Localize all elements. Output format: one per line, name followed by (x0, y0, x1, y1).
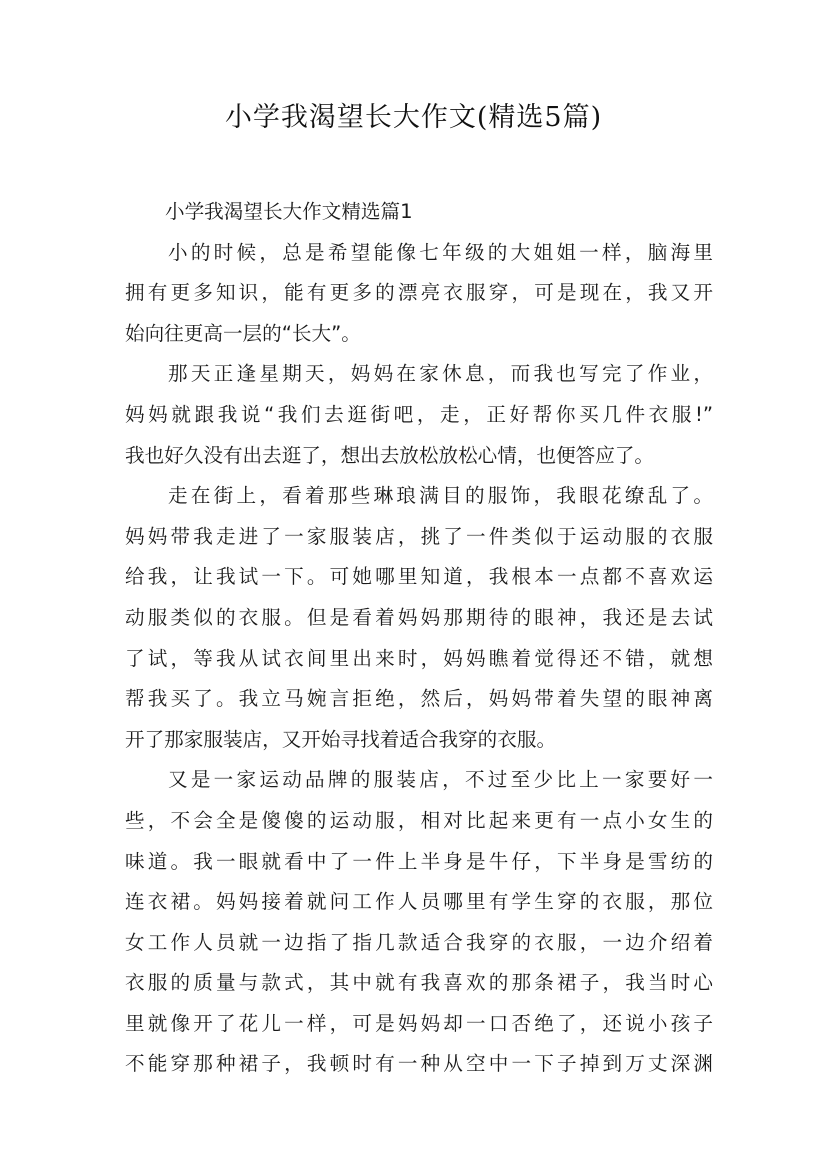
text-line: 小的时候，总是希望能像七年级的大姐姐一样，脑海里 (168, 240, 713, 264)
text-line: 衣服的质量与款式，其中就有我喜欢的那条裙子，我当时心 (125, 971, 713, 995)
text-line: 那天正逢星期天，妈妈在家休息，而我也写完了作业， (168, 362, 713, 386)
text-line: 走在街上，看着那些琳琅满目的服饰，我眼花缭乱了。 (168, 484, 713, 508)
text-line: 开了那家服装店，又开始寻找着适合我穿的衣服。 (125, 727, 557, 751)
text-line: 妈妈就跟我说“我们去逛街吧，走，正好帮你买几件衣服!” (125, 402, 713, 426)
document-body (125, 192, 713, 1085)
text-line: 女工作人员就一边指了指几款适合我穿的衣服，一边介绍着 (125, 930, 713, 954)
text-line: 了试，等我从试衣间里出来时，妈妈瞧着觉得还不错，就想 (125, 646, 713, 670)
text-line: 妈妈带我走进了一家服装店，挑了一件类似于运动服的衣服 (125, 524, 713, 548)
text-line: 我也好久没有出去逛了，想出去放松放松心情，也便答应了。 (125, 443, 655, 467)
text-line: 连衣裙。妈妈接着就问工作人员哪里有学生穿的衣服，那位 (125, 890, 713, 914)
text-line: 不能穿那种裙子，我顿时有一种从空中一下子掉到万丈深渊 (125, 1052, 713, 1076)
text-line: 又是一家运动品牌的服装店，不过至少比上一家要好一 (168, 768, 713, 792)
text-line: 给我，让我试一下。可她哪里知道，我根本一点都不喜欢运 (125, 565, 713, 589)
text-line: 味道。我一眼就看中了一件上半身是牛仔，下半身是雪纺的 (125, 849, 713, 873)
paragraph (125, 233, 713, 355)
paragraph (125, 476, 713, 760)
paragraph (125, 354, 713, 476)
paragraph (125, 760, 713, 1085)
text-line: 始向往更高一层的“长大”。 (125, 321, 361, 345)
text-line: 动服类似的衣服。但是看着妈妈那期待的眼神，我还是去试 (125, 605, 713, 629)
text-line: 里就像开了花儿一样，可是妈妈却一口否绝了，还说小孩子 (125, 1011, 713, 1035)
text-line: 拥有更多知识，能有更多的漂亮衣服穿，可是现在，我又开 (125, 281, 713, 305)
section-heading: 小学我渴望长大作文精选篇1 (165, 200, 413, 223)
text-line: 些，不会全是傻傻的运动服，相对比起来更有一点小女生的 (125, 808, 713, 832)
document-title: 小学我渴望长大作文(精选5篇) (224, 102, 603, 133)
text-line: 帮我买了。我立马婉言拒绝，然后，妈妈带着失望的眼神离 (125, 687, 713, 711)
